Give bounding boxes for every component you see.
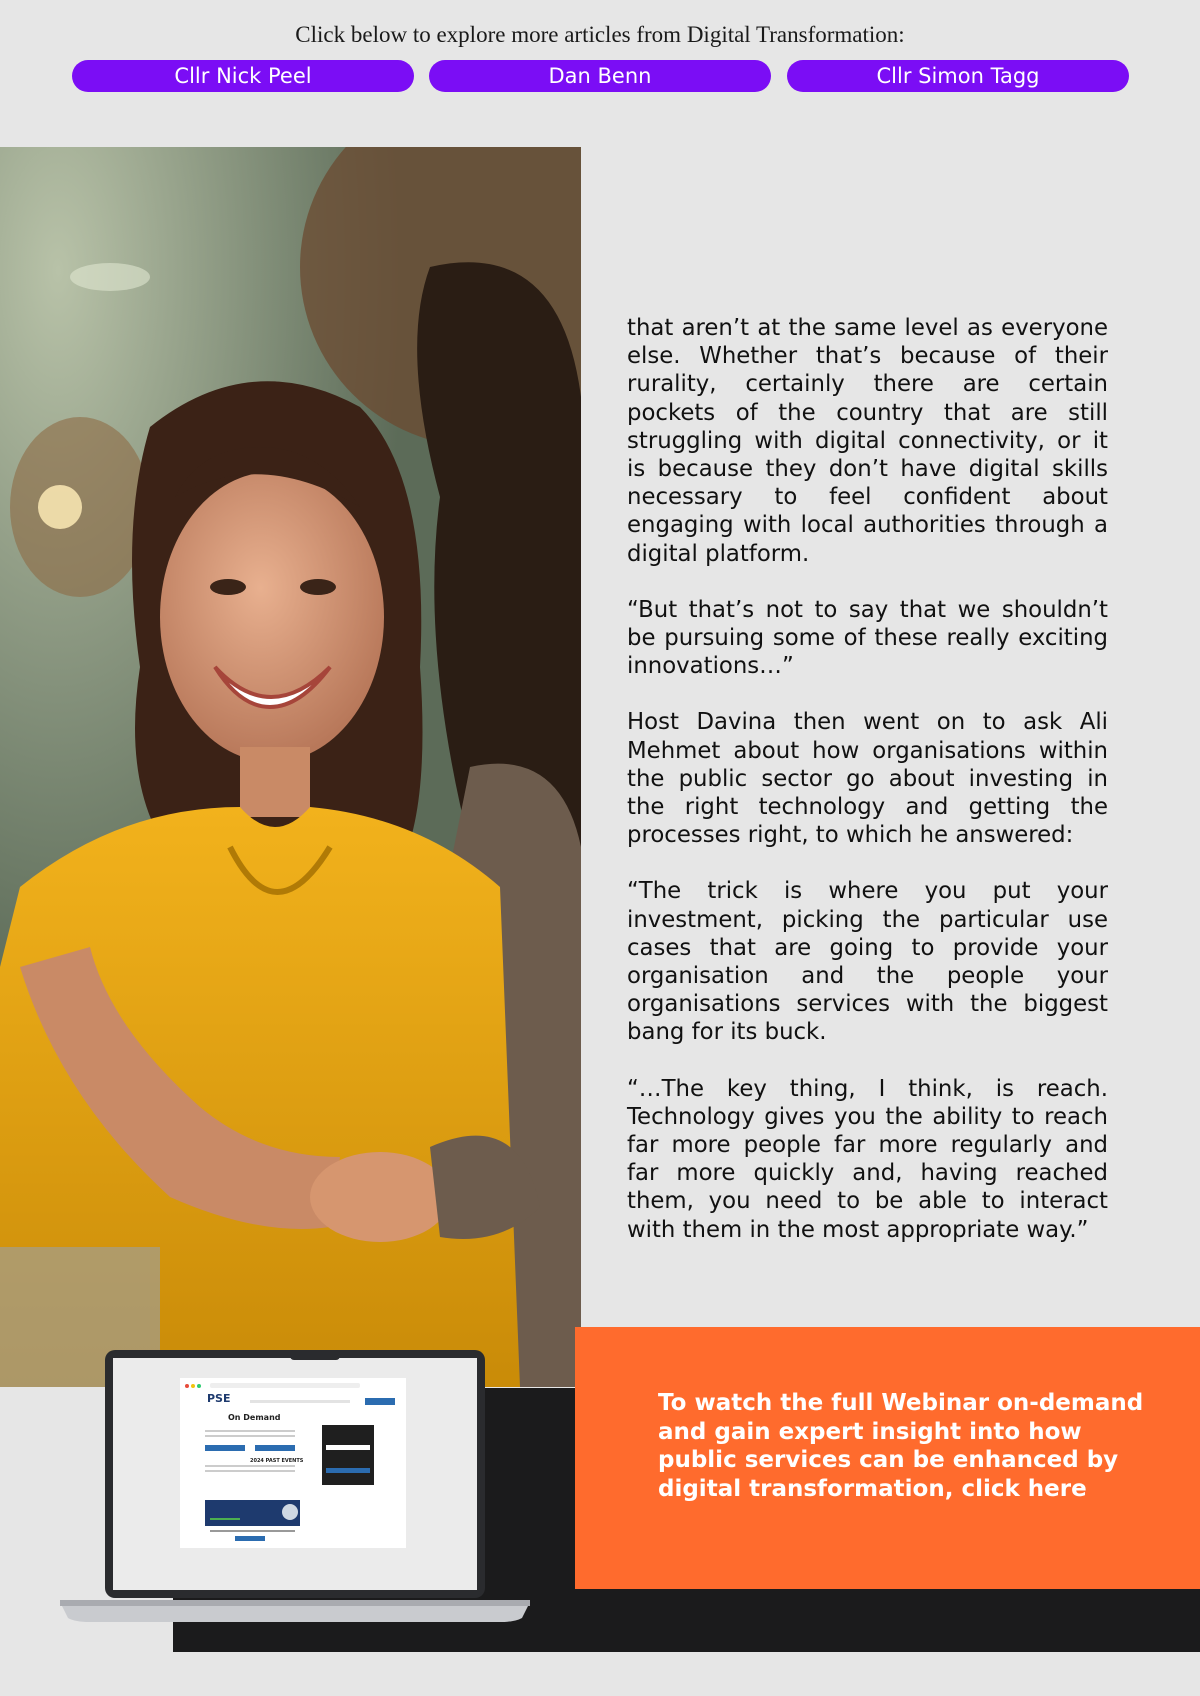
link-cllr-simon-tagg[interactable]: Cllr Simon Tagg: [787, 60, 1129, 92]
link-cllr-nick-peel[interactable]: Cllr Nick Peel: [72, 60, 414, 92]
article-paragraph: Host Davina then went on to ask Ali Mehmet about how organisations within the public sector go about investing in the right technology and getting the processes right, to which he answered:: [627, 709, 1108, 849]
article-paragraph: that aren’t at the same level as everyone else. Whether that’s because of their rurality, certainly there are certain pockets of the country that are still struggling with digital connectivity, or it is because they don’t have digital skills necessary to feel confident about engaging with local authorities through a digital platform.: [627, 315, 1108, 567]
laptop-illustration: [60, 1350, 530, 1630]
laptop-section-label: 2024 PAST EVENTS: [250, 1458, 304, 1464]
link-dan-benn[interactable]: Dan Benn: [429, 60, 771, 92]
laptop-logo: PSE: [207, 1392, 231, 1405]
laptop-heading: On Demand: [228, 1413, 281, 1422]
article-paragraph: “The trick is where you put your investment, picking the particular use cases that are going to provide your organisation and the people your organisations services with the biggest bang for its buck.: [627, 878, 1108, 1046]
article-body: [627, 314, 1108, 1272]
article-paragraph: “…The key thing, I think, is reach. Technology gives you the ability to reach far more people far more regularly and far more quickly and, having reached them, you need to be able to interact with them in the most appropriate way.”: [627, 1075, 1108, 1243]
intro-text: Click below to explore more articles from Digital Transformation:: [295, 22, 905, 47]
laptop: [60, 1350, 530, 1630]
webinar-cta-link[interactable]: To watch the full Webinar on-demand and gain expert insight into how public services can be enhanced by digital transformation, click here: [658, 1390, 1144, 1502]
article-paragraph: “But that’s not to say that we shouldn’t be pursuing some of these really exciting innovations…”: [627, 596, 1108, 680]
photo-illustration: [0, 147, 581, 1387]
handshake-photo: [0, 147, 581, 1387]
